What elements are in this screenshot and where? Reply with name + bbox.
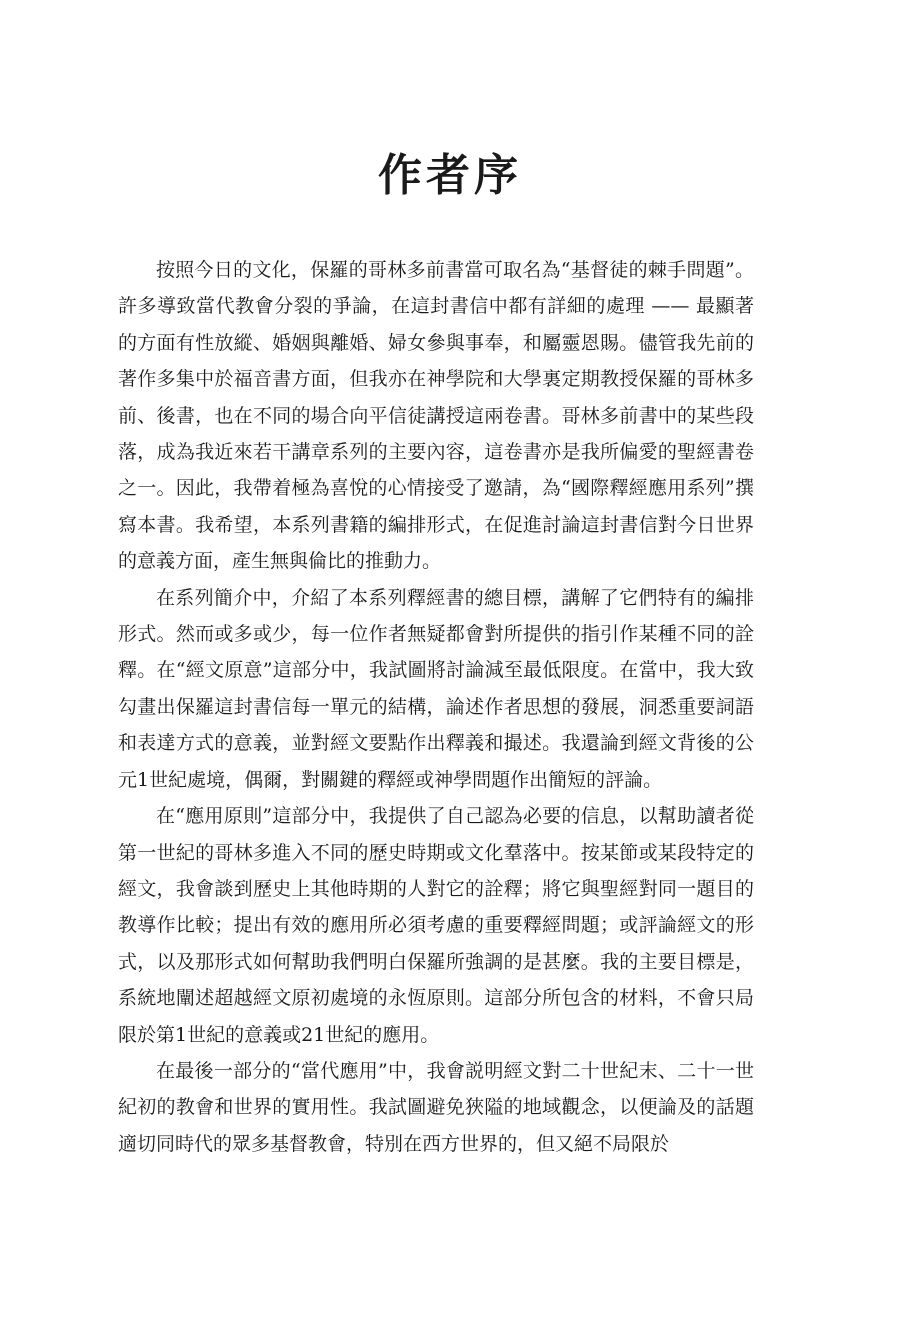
page-title: 作者序	[378, 150, 522, 201]
paragraph: 在“應用原則”這部分中，我提供了自己認為必要的信息，以幫助讀者從第一世紀的哥林多進入不同的歷史時期或文化羣落中。按某節或某段特定的經文，我會談到歷史上其他時期的人對它的詮釋；將它與聖經對同一題目的教導作比較；提出有效的應用所必須考慮的重要釋經問題；或評論經文的形式，以及那形式如何幫助我們明白保羅所強調的是甚麼。我的主要目標是，系統地闡述超越經文原初處境的永恆原則。這部分所包含的材料，不會只局限於第1世紀的意義或21世紀的應用。	[118, 805, 754, 1046]
paragraph: 在最後一部分的“當代應用”中，我會説明經文對二十世紀末、二十一世紀初的教會和世界的實用性。我試圖避免狹隘的地域觀念，以便論及的話題適切同時代的眾多基督教會，特別在西方世界的，但又絕不局限於	[118, 1059, 754, 1155]
paragraph: 按照今日的文化，保羅的哥林多前書當可取名為“基督徒的棘手問題”。許多導致當代教會分裂的爭論，在這封書信中都有詳細的處理 —— 最顯著的方面有性放縱、婚姻與離婚、婦女參與事奉，和屬靈恩賜。儘管我先前的著作多集中於福音書方面，但我亦在神學院和大學裏定期教授保羅的哥林多前、後書，也在不同的場合向平信徒講授這兩卷書。哥林多前書中的某些段落，成為我近來若干講章系列的主要內容，這卷書亦是我所偏愛的聖經書卷之一。因此，我帶着極為喜悅的心情接受了邀請，為“國際釋經應用系列”撰寫本書。我希望，本系列書籍的編排形式，在促進討論這封書信對今日世界的意義方面，產生無與倫比的推動力。	[118, 259, 754, 573]
paragraph: 在系列簡介中，介紹了本系列釋經書的總目標，講解了它們特有的編排形式。然而或多或少，每一位作者無疑都會對所提供的指引作某種不同的詮釋。在“經文原意”這部分中，我試圖將討論減至最低限度。在當中，我大致勾畫出保羅這封書信每一單元的結構，論述作者思想的發展，洞悉重要詞語和表達方式的意義，並對經文要點作出釋義和撮述。我還論到經文背後的公元1世紀處境，偶爾，對關鍵的釋經或神學問題作出簡短的評論。	[118, 586, 754, 791]
body-text	[118, 252, 754, 1162]
